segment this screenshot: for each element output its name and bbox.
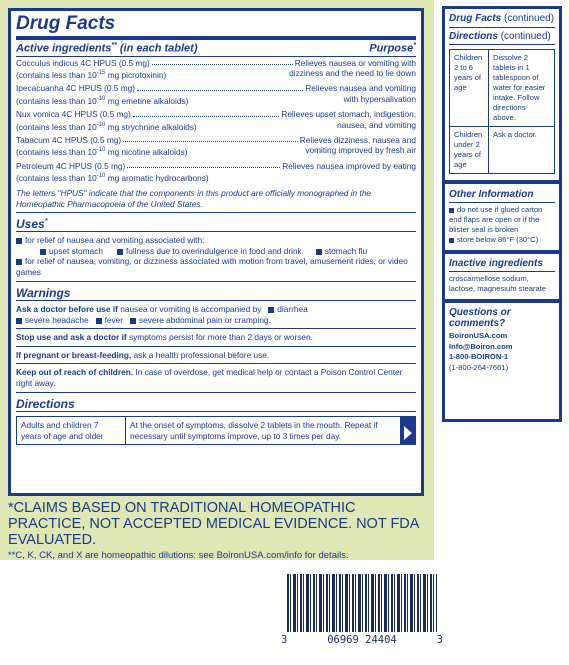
side-directions-table [449, 49, 555, 174]
uses-line-2: for relief of nausea, vomiting, or dizziness associated with motion from travel, amusement rides, or video games [16, 256, 416, 282]
uses-sub-item: stomach flu [324, 245, 368, 256]
side-directions-row: Children under 2 years of age Ask a doctor. [450, 127, 555, 174]
directions-row [17, 417, 416, 445]
ingredient-row [16, 109, 416, 135]
ingredient-detail: (contains less than $10^{-15}$ mg picrotoxinin) [16, 69, 167, 80]
directions-table [16, 416, 416, 445]
continued-arrow-icon [400, 416, 416, 445]
ingredient-purpose: Relieves nausea and vomiting [305, 83, 416, 94]
barcode-number: 3 06969 24404 3 [281, 634, 443, 646]
side-title: Drug Facts (continued) [449, 13, 555, 28]
keep-out-of-reach-warning: Keep out of reach of children. In case of overdose, get medical help or contact a Poison Control Center right away. [16, 364, 416, 393]
warnings-header: Warnings [16, 286, 71, 301]
website-link[interactable]: BoironUSA.com [449, 331, 508, 340]
hpus-note: The letters "HPUS" indicate that the components in this product are officially monographed in the Homeopathic Pharmacopoeia of the United States. [16, 186, 416, 213]
drug-facts-panel [8, 8, 424, 496]
ingredient-detail: (contains less than $10^{-10}$ mg emetine alkaloids) [16, 95, 189, 106]
ingredient-purpose-cont: dizziness and the need to lie down [289, 68, 416, 79]
ingredient-purpose: Relieves nausea improved by eating [282, 160, 416, 171]
phone-number: 1-800-BOIRON-1 [449, 352, 509, 361]
uses-line-1: for relief of nausea and vomiting associated with: [16, 232, 416, 246]
ingredient-name: Tabacum 4C HPUS (0.5 mg) [16, 134, 122, 145]
directions-who: Adults and children 7 years of age and older [17, 417, 126, 445]
barcode [287, 574, 437, 632]
uses-sub-item: upset stomach [49, 245, 103, 256]
directions-what: At the onset of symptoms, dissolve 2 tablets in the mouth. Repeat if necessary until symptoms improve, up to 3 times per day. [126, 417, 416, 445]
other-info-item: store below 86°F (30°C) [449, 235, 555, 245]
ingredient-purpose: Relieves upset stomach, indigestion, [281, 109, 416, 120]
pregnancy-warning: If pregnant or breast-feeding, ask a health professional before use. [16, 347, 416, 365]
ask-doctor-warning: Ask a doctor before use if nausea or vomiting is accompanied by diarrhea [16, 304, 308, 315]
ingredient-name: Nux vomica 4C HPUS (0.5 mg) [16, 109, 131, 120]
ask-doctor-items: severe headache fever severe abdominal pain or cramping. [16, 315, 416, 330]
ingredient-name: Ipecacuanha 4C HPUS (0.5 mg) [16, 83, 135, 94]
side-directions-header: Directions (continued) [449, 28, 555, 45]
active-ingredients-header: Active ingredients** (in each tablet) Purpose* [16, 42, 416, 55]
ingredient-purpose: Relieves dizziness, nausea and [299, 134, 416, 145]
uses-header: Uses* [16, 217, 48, 232]
drug-facts-title: Drug Facts [16, 13, 416, 40]
ingredient-list [16, 57, 416, 187]
claims-line-2: **C, K, CK, and X are homeopathic dilutions: see BoironUSA.com/info for details. [8, 550, 349, 561]
claims-line-1: *CLAIMS BASED ON TRADITIONAL HOMEOPATHIC PRACTICE, NOT ACCEPTED MEDICAL EVIDENCE. NOT FDA EVALUATED. [8, 500, 419, 548]
ingredient-purpose: Relieves nausea or vomiting with [294, 57, 416, 68]
side-directions-row: Children 2 to 6 years of age Dissolve 2 tablets in 1 tablespoon of water for easier intake. Follow directions above. [450, 50, 555, 127]
ingredient-detail: (contains less than $10^{-10}$ mg strychnine alkaloids) [16, 121, 197, 132]
ingredient-purpose-cont: vomiting improved by fresh air [305, 145, 416, 156]
questions-contacts [449, 331, 555, 373]
directions-header: Directions [16, 397, 75, 412]
ingredient-detail: (contains less than $10^{-10}$ mg nicotine alkaloids) [16, 147, 188, 158]
ingredient-purpose-cont: with hypersalivation [343, 93, 416, 104]
questions-header: Questions or comments? [449, 307, 511, 329]
ingredient-row [16, 58, 416, 84]
stop-use-warning: Stop use and ask a doctor if symptoms persist for more than 2 days or worsen. [16, 329, 416, 347]
ingredient-row [16, 135, 416, 161]
ingredient-row [16, 161, 416, 187]
other-info-header: Other Information [449, 184, 555, 203]
inactive-text: croscarmellose sodium, lactose, magnesium stearate [449, 274, 547, 293]
ingredient-detail: (contains less than $10^{-10}$ mg aromatic hydrocarbons) [16, 172, 209, 183]
inactive-header: Inactive ingredients [449, 254, 555, 272]
ingredient-name: Cocculus indicus 4C HPUS (0.5 mg) [16, 57, 150, 68]
other-info-item: do not use if glued carton end flaps are open or if the blister seal is broken [449, 205, 543, 234]
uses-sub-list [16, 246, 416, 257]
claims-statement [8, 500, 424, 562]
ingredient-name: Petroleum 4C HPUS (0.5 mg) [16, 160, 126, 171]
uses-sub-item: fullness due to overindulgence in food and drink [125, 245, 302, 256]
drug-facts-continued-panel [442, 6, 562, 422]
ingredient-purpose-cont: nausea, and vomiting [337, 119, 416, 130]
ingredient-row [16, 83, 416, 109]
email-link[interactable]: Info@Boiron.com [449, 341, 513, 351]
phone-number-digits: (1-800-264-7661) [449, 362, 509, 372]
